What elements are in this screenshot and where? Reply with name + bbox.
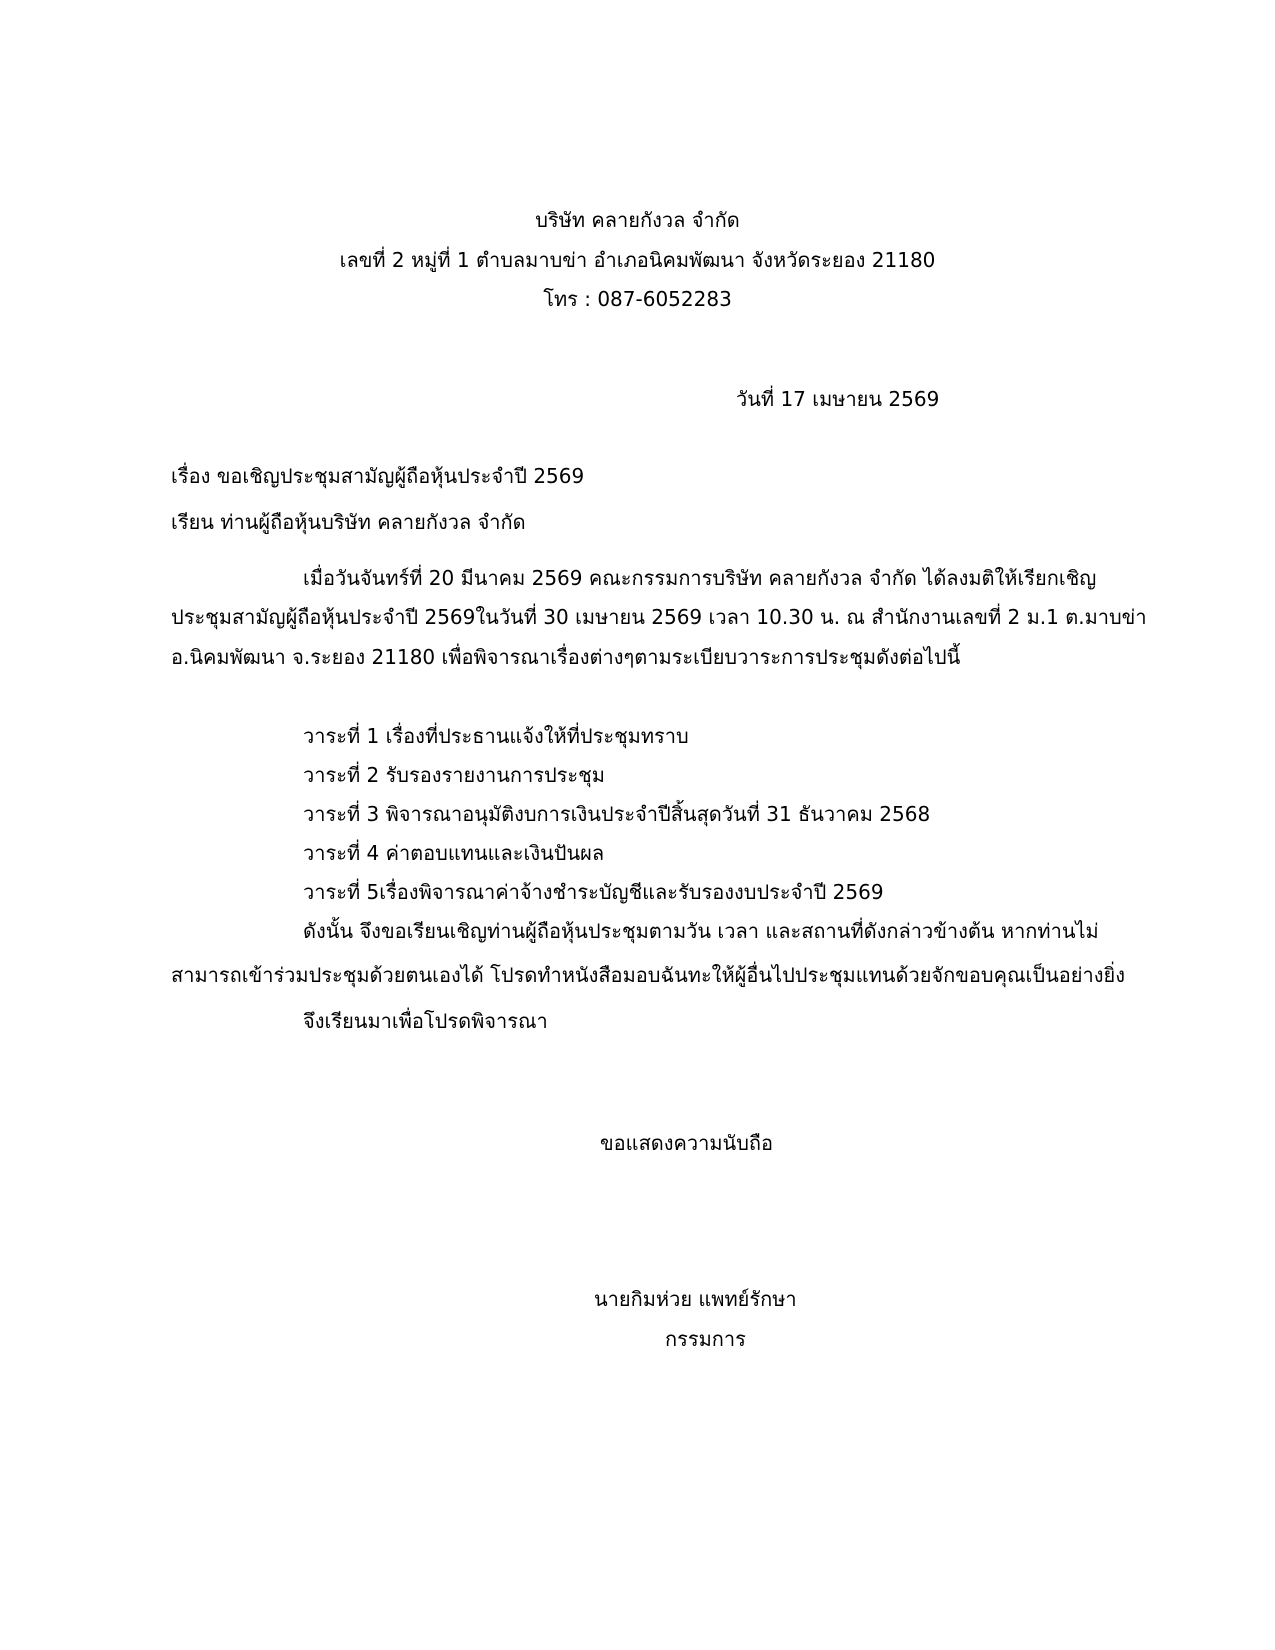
letter-date: วันที่ 17 เมษายน 2569 [736, 387, 940, 411]
agenda-item: วาระที่ 4 ค่าตอบแทนและเงินปันผล [303, 841, 605, 865]
letter-subject: เรื่อง ขอเชิญประชุมสามัญผู้ถือหุ้นประจำปี 2569 [171, 464, 585, 488]
agenda-item: วาระที่ 1 เรื่องที่ประธานแจ้งให้ที่ประชุมทราบ [303, 724, 689, 748]
company-phone: โทร : 087-6052283 [543, 287, 732, 311]
paragraph-2-line-1: ดังนั้น จึงขอเรียนเชิญท่านผู้ถือหุ้นประชุมตามวัน เวลา และสถานที่ดังกล่าวข้างต้น หากท่านไม่ [303, 919, 1099, 943]
paragraph-1-line-2: ประชุมสามัญผู้ถือหุ้นประจำปี 2569ในวันที่ 30 เมษายน 2569 เวลา 10.30 น. ณ สำนักงานเลขที่ 2 ม.1 ต.มาบข่า [171, 605, 1147, 629]
letter-recipient: เรียน ท่านผู้ถือหุ้นบริษัท คลายกังวล จำกัด [171, 510, 526, 534]
signer-title: กรรมการ [665, 1327, 746, 1351]
company-name: บริษัท คลายกังวล จำกัด [535, 208, 740, 232]
agenda-item: วาระที่ 5เรื่องพิจารณาค่าจ้างชำระบัญชีและรับรองงบประจำปี 2569 [303, 880, 884, 904]
agenda-item: วาระที่ 2 รับรองรายงานการประชุม [303, 763, 605, 787]
closing-regards: ขอแสดงความนับถือ [600, 1131, 774, 1155]
paragraph-2-line-2: สามารถเข้าร่วมประชุมด้วยตนเองได้ โปรดทำหนังสือมอบฉันทะให้ผู้อื่นไปประชุมแทนด้วยจักขอบคุณเป็นอย่างยิ่ง [171, 963, 1125, 987]
signer-name: นายกิมห่วย แพทย์รักษา [594, 1287, 797, 1311]
paragraph-1-line-3: อ.นิคมพัฒนา จ.ระยอง 21180 เพื่อพิจารณาเรื่องต่างๆตามระเบียบวาระการประชุมดังต่อไปนี้ [171, 645, 961, 669]
closing-request: จึงเรียนมาเพื่อโปรดพิจารณา [303, 1009, 548, 1033]
agenda-item: วาระที่ 3 พิจารณาอนุมัติงบการเงินประจำปีสิ้นสุดวันที่ 31 ธันวาคม 2568 [303, 802, 931, 826]
paragraph-1-line-1: เมื่อวันจันทร์ที่ 20 มีนาคม 2569 คณะกรรมการบริษัท คลายกังวล จำกัด ได้ลงมติให้เรียกเชิญ [303, 566, 1097, 590]
company-address: เลขที่ 2 หมู่ที่ 1 ตำบลมาบข่า อำเภอนิคมพัฒนา จังหวัดระยอง 21180 [339, 248, 936, 272]
